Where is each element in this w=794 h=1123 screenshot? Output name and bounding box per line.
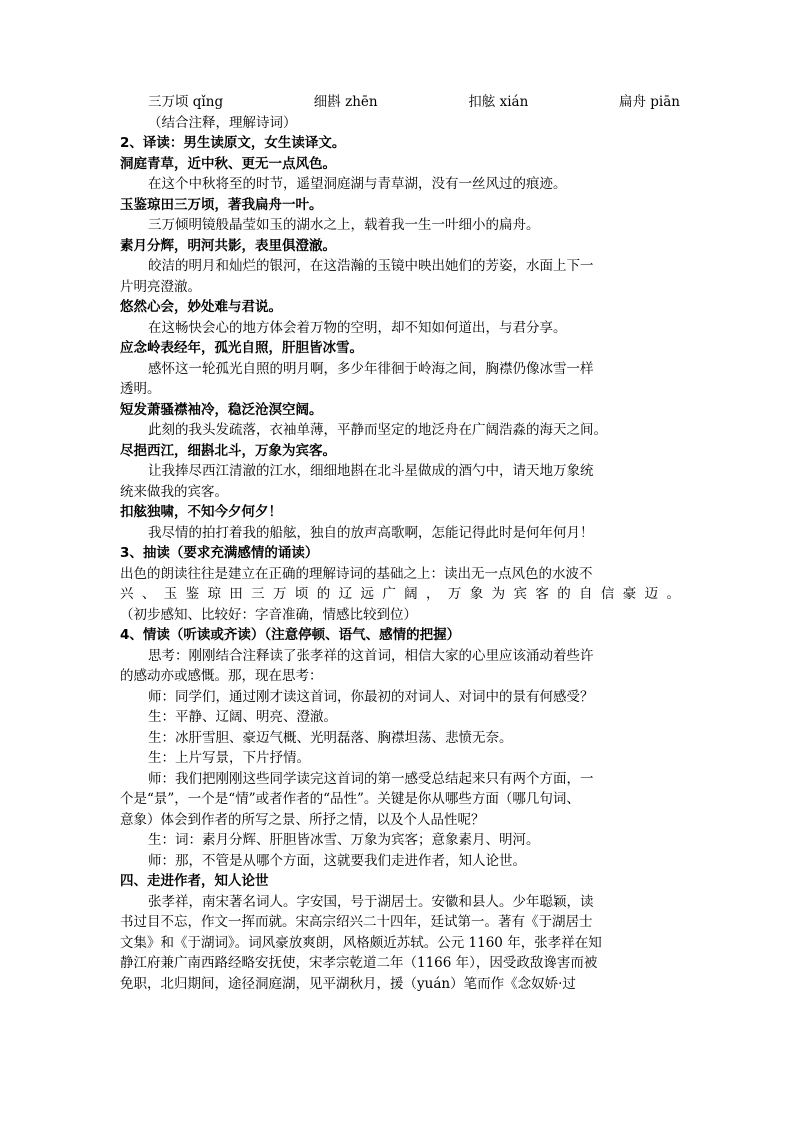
translation-line: 片明亮澄澈。 xyxy=(120,278,201,295)
dialogue-line: 生：冰肝雪胆、豪迈气概、光明磊落、胸襟坦荡、悲愤无奈。 xyxy=(148,729,513,746)
translation-line: 三万倾明镜般晶莹如玉的湖水之上，载着我一生一叶细小的扁舟。 xyxy=(148,217,540,233)
body-line: 张孝祥，南宋著名词人。字安国，号于湖居士。安徽和县人。少年聪颖，读 xyxy=(148,893,594,910)
note-line: （结合注释，理解诗词） xyxy=(148,114,297,131)
dialogue-line: 意象）体会到作者的所写之景、所抒之情，以及个人品性呢？ xyxy=(120,811,485,828)
body-line: 静江府兼广南西路经略安抚使，宋孝宗乾道二年（1166 年），因受政敌谗害而被 xyxy=(120,955,598,971)
dialogue-line: 生：词：素月分辉、肝胆皆冰雪、万象为宾客；意象素月、明河。 xyxy=(148,832,540,848)
body-line: 出色的朗读往往是建立在正确的理解诗词的基础之上：读出无一点风色的水波不 xyxy=(120,565,593,582)
dialogue-line: 师：那，不管是从哪个方面，这就要我们走进作者，知人论世。 xyxy=(148,852,526,869)
poem-line: 应念岭表经年，孤光自照，肝胆皆冰雪。 xyxy=(120,340,363,356)
section-heading: 4、情读（听读或齐读）（注意停顿、语气、感情的把握） xyxy=(120,627,461,643)
section-heading: 四、走进作者，知人论世 xyxy=(120,873,269,889)
dialogue-line: 师：我们把刚刚这些同学读完这首词的第一感受总结起来只有两个方面，一 xyxy=(148,770,594,787)
poem-line: 尽挹西江，细斟北斗，万象为宾客。 xyxy=(120,442,336,459)
body-line: 书过目不忘，作文一挥而就。宋高宗绍兴二十四年，廷试第一。著有《于湖居士 xyxy=(120,914,593,930)
poem-line: 短发萧骚襟袖冷，稳泛沧溟空阔。 xyxy=(120,401,323,418)
translation-line: 在这个中秋将至的时节，遥望洞庭湖与青草湖，没有一丝风过的痕迹。 xyxy=(148,176,567,192)
translation-line: 感怀这一轮孤光自照的明月啊，多少年徘徊于岭海之间，胸襟仍像冰雪一样 xyxy=(148,360,594,377)
body-line: （初步感知、比较好：字音准确，情感比较到位） xyxy=(120,606,417,623)
pinyin-item: 三万顷 qǐng xyxy=(148,94,224,110)
body-line: 兴、玉鉴琼田三万顷的辽远广阔，万象为宾客的自信豪迈。 xyxy=(120,586,680,602)
dialogue-line: 生：平静、辽阔、明亮、澄澈。 xyxy=(148,709,337,725)
pinyin-item: 扣舷 xián xyxy=(468,94,529,110)
document-page xyxy=(120,92,680,994)
section-heading: 2、译读：男生读原文，女生读译文。 xyxy=(120,135,346,151)
translation-line: 让我捧尽西江清澈的江水，细细地斟在北斗星做成的酒勺中，请天地万象统 xyxy=(148,463,594,479)
translation-line: 统来做我的宾客。 xyxy=(120,483,228,500)
translation-line: 皎洁的明月和灿烂的银河，在这浩瀚的玉镜中映出她们的芳姿，水面上下一 xyxy=(148,258,594,274)
poem-line: 素月分辉，明河共影，表里俱澄澈。 xyxy=(120,237,336,254)
translation-line: 此刻的我头发疏落，衣袖单薄，平静而坚定的地泛舟在广阔浩淼的海天之间。 xyxy=(148,422,607,438)
section-heading: 3、抽读（要求充满感情的诵读） xyxy=(120,545,319,561)
body-line: 的感动亦或感慨。那，现在思考： xyxy=(120,668,323,684)
poem-line: 玉鉴琼田三万顷，著我扁舟一叶。 xyxy=(120,196,323,213)
poem-line: 扣舷独啸，不知今夕何夕！ xyxy=(120,504,282,520)
pinyin-item: 扁舟 piān xyxy=(618,94,680,110)
body-line: 免职，北归期间，途径洞庭湖，见平湖秋月，援（yuán）笔而作《念奴娇·过 xyxy=(120,975,576,992)
body-line: 文集》和《于湖词》。词风豪放爽朗，风格颇近苏轼。公元 1160 年，张孝祥在知 xyxy=(120,934,602,951)
pinyin-row xyxy=(120,92,680,113)
dialogue-line: 师：同学们，通过刚才读这首词，你最初的对词人、对词中的景有何感受？ xyxy=(148,688,594,705)
translation-line: 透明。 xyxy=(120,381,161,397)
translation-line: 在这畅快会心的地方体会着万物的空明，却不知如何道出，与君分享。 xyxy=(148,319,567,336)
dialogue-line: 生：上片写景，下片抒情。 xyxy=(148,750,310,766)
body-line: 思考：刚刚结合注释读了张孝祥的这首词，相信大家的心里应该涌动着些许 xyxy=(148,647,594,664)
translation-line: 我尽情的拍打着我的船舷，独自的放声高歌啊，怎能记得此时是何年何月！ xyxy=(148,524,594,541)
pinyin-item: 细斟 zhēn xyxy=(313,94,378,110)
dialogue-line: 个是“景”，一个是“情”或者作者的“品性”。关键是你从哪些方面（哪几句词、 xyxy=(120,791,580,807)
poem-line: 悠然心会，妙处难与君说。 xyxy=(120,299,282,315)
poem-line: 洞庭青草，近中秋、更无一点风色。 xyxy=(120,155,336,172)
